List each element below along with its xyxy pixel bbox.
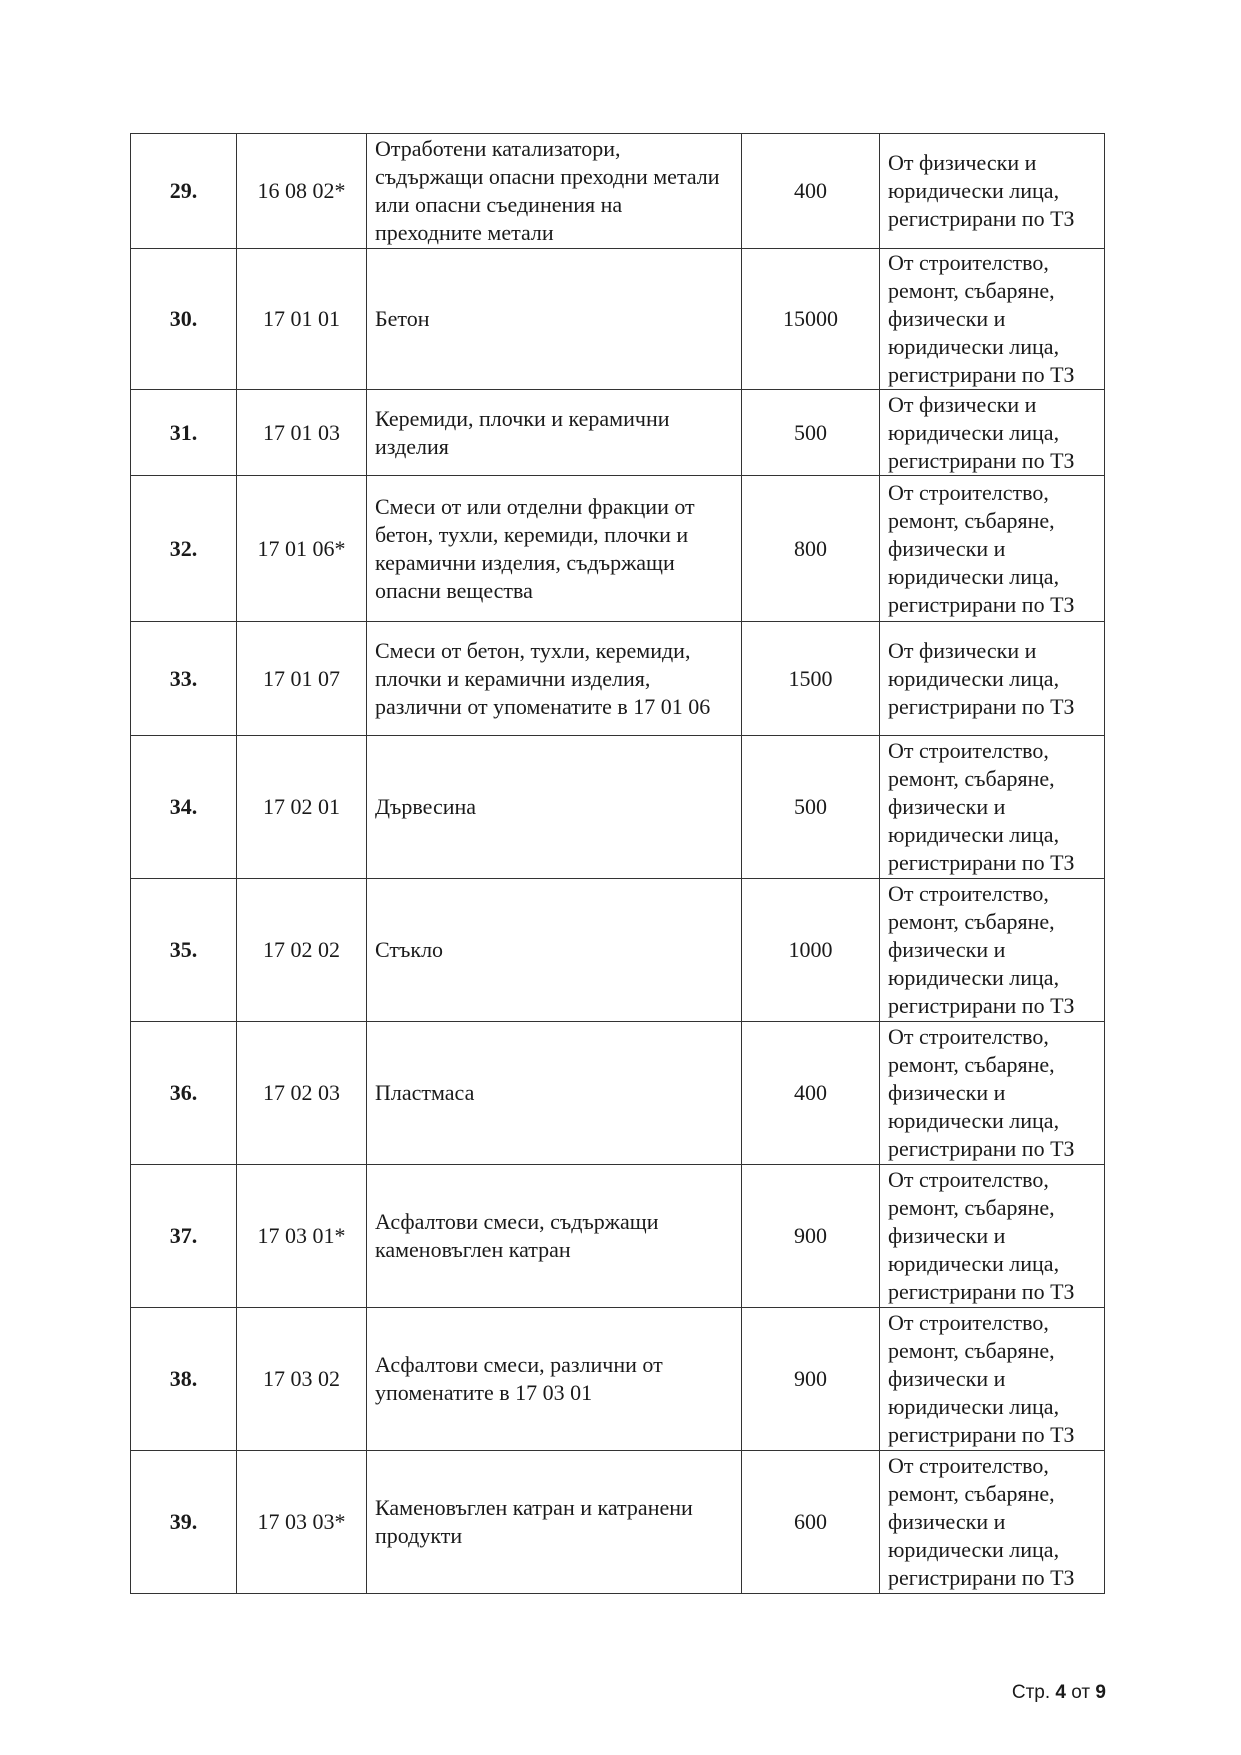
waste-code: 17 01 06* — [237, 476, 367, 622]
quantity: 500 — [742, 390, 880, 476]
waste-source: От строителство, ремонт, събаряне, физически и юридически лица, регистрирани по ТЗ — [880, 879, 1105, 1022]
waste-name: Асфалтови смеси, съдържащи каменовъглен катран — [367, 1165, 742, 1308]
quantity: 1000 — [742, 879, 880, 1022]
row-number: 35. — [131, 879, 237, 1022]
quantity: 800 — [742, 476, 880, 622]
waste-code: 17 02 03 — [237, 1022, 367, 1165]
quantity: 500 — [742, 736, 880, 879]
waste-source: От строителство, ремонт, събаряне, физически и юридически лица, регистрирани по ТЗ — [880, 736, 1105, 879]
waste-code: 17 03 02 — [237, 1308, 367, 1451]
row-number: 31. — [131, 390, 237, 476]
table-row — [131, 879, 1105, 1022]
waste-name: Смеси от бетон, тухли, керемиди, плочки и керамични изделия, различни от упоменатите в 17 01 06 — [367, 622, 742, 736]
row-number: 39. — [131, 1451, 237, 1594]
waste-name: Каменовъглен катран и катранени продукти — [367, 1451, 742, 1594]
waste-code: 17 02 02 — [237, 879, 367, 1022]
table-row — [131, 1308, 1105, 1451]
quantity: 600 — [742, 1451, 880, 1594]
waste-source: От строителство, ремонт, събаряне, физически и юридически лица, регистрирани по ТЗ — [880, 1451, 1105, 1594]
table-row — [131, 622, 1105, 736]
quantity: 1500 — [742, 622, 880, 736]
page-number-total: 9 — [1095, 1682, 1106, 1703]
quantity: 15000 — [742, 249, 880, 390]
table-row — [131, 390, 1105, 476]
row-number: 34. — [131, 736, 237, 879]
waste-source: От строителство, ремонт, събаряне, физически и юридически лица, регистрирани по ТЗ — [880, 1022, 1105, 1165]
row-number: 29. — [131, 134, 237, 249]
waste-code: 17 03 03* — [237, 1451, 367, 1594]
table-row — [131, 736, 1105, 879]
waste-source: От строителство, ремонт, събаряне, физически и юридически лица, регистрирани по ТЗ — [880, 1165, 1105, 1308]
waste-name: Дървесина — [367, 736, 742, 879]
table-row — [131, 1451, 1105, 1594]
waste-name: Отработени катализатори, съдържащи опасни преходни метали или опасни съединения на преходните метали — [367, 134, 742, 249]
page-number-current: 4 — [1055, 1682, 1066, 1703]
table-row — [131, 249, 1105, 390]
table-row — [131, 476, 1105, 622]
waste-name: Бетон — [367, 249, 742, 390]
waste-source: От строителство, ремонт, събаряне, физически и юридически лица, регистрирани по ТЗ — [880, 476, 1105, 622]
waste-source: От физически и юридически лица, регистрирани по ТЗ — [880, 390, 1105, 476]
table-row — [131, 134, 1105, 249]
waste-source: От строителство, ремонт, събаряне, физически и юридически лица, регистрирани по ТЗ — [880, 249, 1105, 390]
waste-source: От физически и юридически лица, регистрирани по ТЗ — [880, 622, 1105, 736]
waste-source: От строителство, ремонт, събаряне, физически и юридически лица, регистрирани по ТЗ — [880, 1308, 1105, 1451]
waste-name: Керемиди, плочки и керамични изделия — [367, 390, 742, 476]
waste-name: Асфалтови смеси, различни от упоменатите в 17 03 01 — [367, 1308, 742, 1451]
waste-code: 16 08 02* — [237, 134, 367, 249]
waste-code: 17 03 01* — [237, 1165, 367, 1308]
waste-code: 17 01 07 — [237, 622, 367, 736]
row-number: 36. — [131, 1022, 237, 1165]
waste-name: Пластмаса — [367, 1022, 742, 1165]
row-number: 37. — [131, 1165, 237, 1308]
quantity: 400 — [742, 1022, 880, 1165]
page-number — [1012, 1682, 1106, 1704]
waste-table — [130, 133, 1105, 1594]
row-number: 32. — [131, 476, 237, 622]
page-number-separator: от — [1071, 1682, 1091, 1703]
row-number: 30. — [131, 249, 237, 390]
waste-name: Стъкло — [367, 879, 742, 1022]
row-number: 33. — [131, 622, 237, 736]
waste-code: 17 02 01 — [237, 736, 367, 879]
table-row — [131, 1022, 1105, 1165]
page-number-prefix: Стр. — [1011, 1682, 1051, 1703]
quantity: 900 — [742, 1308, 880, 1451]
quantity: 900 — [742, 1165, 880, 1308]
waste-name: Смеси от или отделни фракции от бетон, тухли, керемиди, плочки и керамични изделия, съдържащи опасни вещества — [367, 476, 742, 622]
waste-code: 17 01 03 — [237, 390, 367, 476]
row-number: 38. — [131, 1308, 237, 1451]
waste-source: От физически и юридически лица, регистрирани по ТЗ — [880, 134, 1105, 249]
quantity: 400 — [742, 134, 880, 249]
waste-code: 17 01 01 — [237, 249, 367, 390]
table-row — [131, 1165, 1105, 1308]
